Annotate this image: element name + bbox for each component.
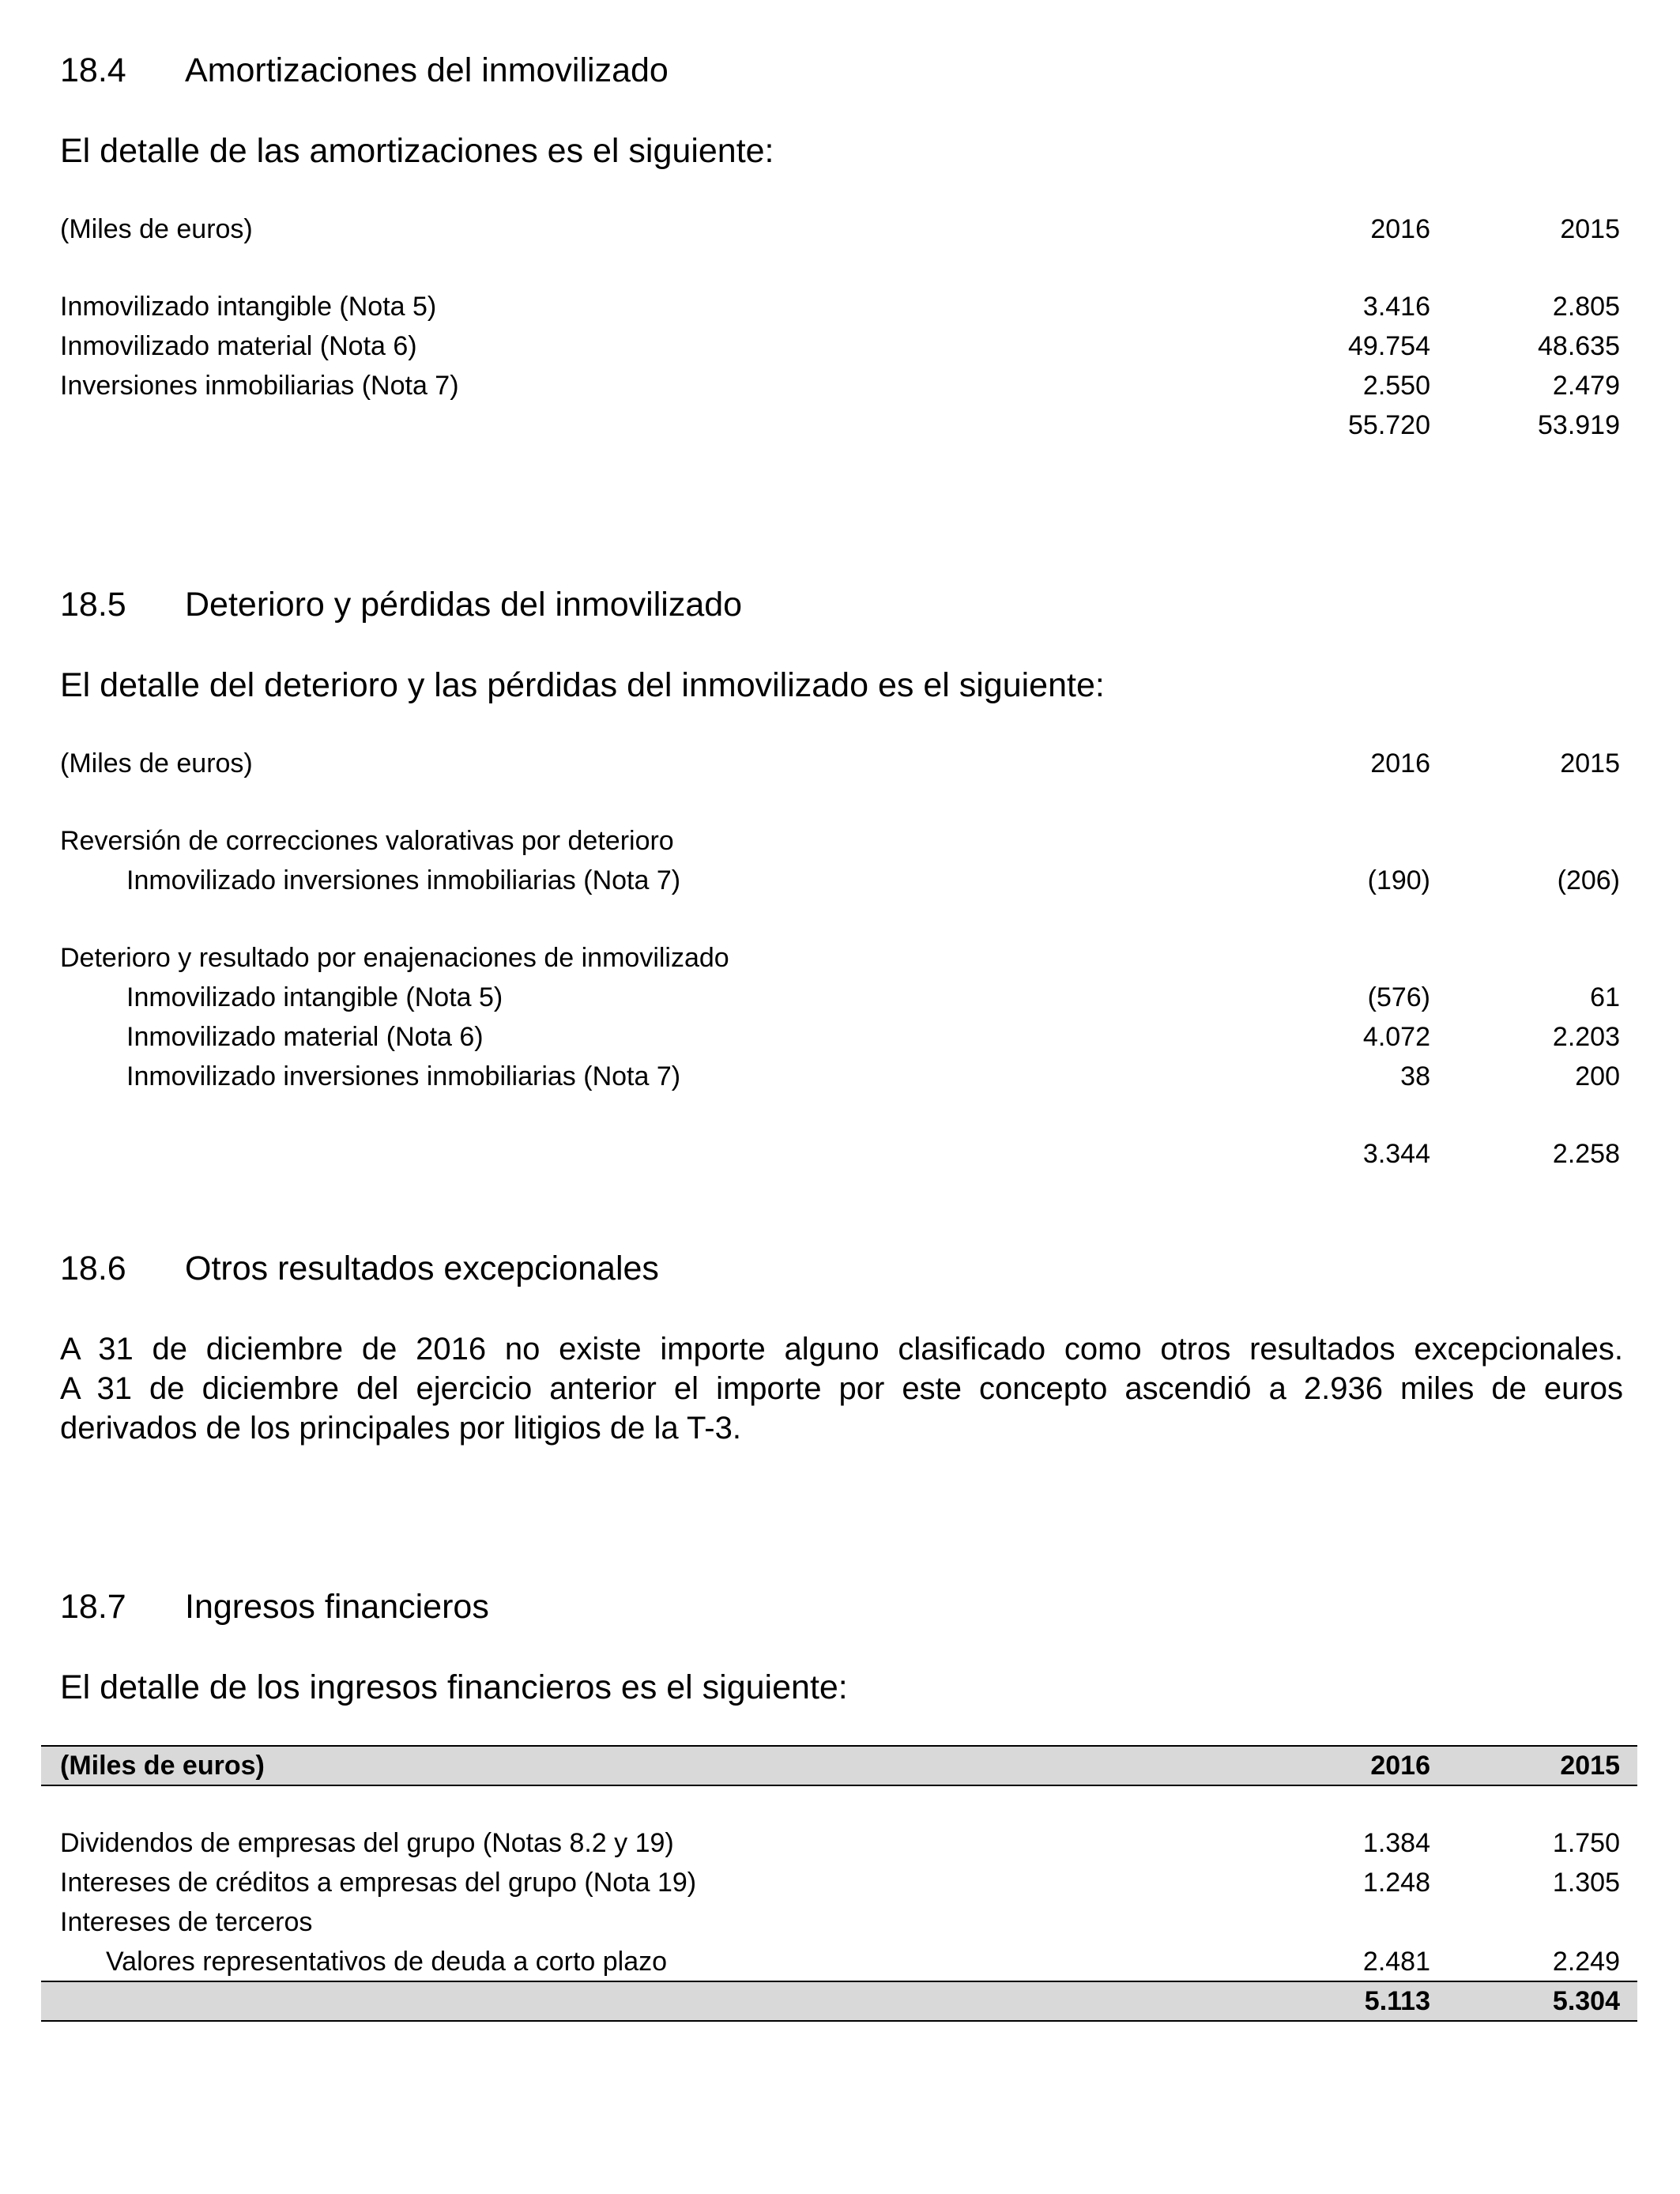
value-2015: 2.203: [1552, 1022, 1620, 1052]
table-header-row: [60, 210, 1620, 248]
section-title: Otros resultados excepcionales: [185, 1250, 659, 1287]
table-row: [60, 327, 1620, 365]
section-title: Amortizaciones del inmovilizado: [185, 51, 669, 89]
row-label: Inmovilizado intangible (Nota 5): [126, 982, 503, 1012]
units-label: (Miles de euros): [60, 748, 253, 778]
year-2016-header: 2016: [1370, 214, 1430, 244]
section-number: 18.5: [60, 586, 126, 624]
value-2016: 2.481: [1362, 1947, 1430, 1977]
table-row: [60, 1057, 1620, 1095]
section-paragraph: [60, 1329, 1623, 1448]
value-2016: 3.416: [1362, 292, 1430, 322]
table-header-row: [60, 745, 1620, 782]
section-number: 18.6: [60, 1250, 126, 1287]
total-row: [60, 406, 1620, 444]
value-2016: 49.754: [1348, 331, 1430, 361]
row-label: Valores representativos de deuda a corto plazo: [106, 1947, 668, 1977]
total-2016: 5.113: [1364, 1986, 1430, 2016]
table-row: [60, 1864, 1620, 1902]
total-2015: 5.304: [1552, 1986, 1620, 2016]
row-label: Inmovilizado inversiones inmobiliarias (Nota 7): [126, 1061, 681, 1091]
row-label: Intereses de créditos a empresas del grupo (Nota 19): [60, 1868, 697, 1898]
section-title: Ingresos financieros: [185, 1588, 489, 1626]
total-2016: 55.720: [1348, 410, 1430, 440]
year-2016-header: 2016: [1370, 1751, 1430, 1781]
section-number: 18.4: [60, 51, 126, 89]
value-2015: 200: [1575, 1061, 1620, 1091]
table-row: [60, 1018, 1620, 1056]
total-row: [60, 1135, 1620, 1173]
units-label: (Miles de euros): [60, 1751, 265, 1781]
units-label: (Miles de euros): [60, 214, 253, 244]
group-label-row: [60, 822, 1620, 860]
table-row: [60, 367, 1620, 405]
section-title: Deterioro y pérdidas del inmovilizado: [185, 586, 743, 624]
value-2015: 48.635: [1538, 331, 1620, 361]
group-label: Reversión de correcciones valorativas por deterioro: [60, 826, 674, 856]
group-label-row: [60, 939, 1620, 977]
row-label: Inversiones inmobiliarias (Nota 7): [60, 371, 459, 401]
table-row: [60, 1824, 1620, 1862]
row-label: Dividendos de empresas del grupo (Notas 8.2 y 19): [60, 1828, 674, 1858]
value-2016: 38: [1400, 1061, 1430, 1091]
section-heading-18-5: [60, 585, 742, 624]
value-2016: 1.384: [1362, 1828, 1430, 1858]
row-label: Intereses de terceros: [60, 1907, 313, 1937]
paragraph-line: derivados de los principales por litigios de la T-3.: [60, 1411, 741, 1446]
section-heading-18-7: [60, 1587, 489, 1627]
section-heading-18-6: [60, 1249, 659, 1288]
total-2016: 3.344: [1362, 1139, 1430, 1169]
year-2015-header: 2015: [1560, 214, 1620, 244]
table-row: [60, 1903, 1620, 1941]
value-2016: 4.072: [1362, 1022, 1430, 1052]
value-2016: 1.248: [1362, 1868, 1430, 1898]
table-row: [60, 1943, 1620, 1981]
table-row: [60, 861, 1620, 899]
table-row: [60, 288, 1620, 326]
total-2015: 2.258: [1552, 1139, 1620, 1169]
section-intro: El detalle del deterioro y las pérdidas del inmovilizado es el siguiente:: [60, 666, 1105, 704]
year-2016-header: 2016: [1370, 748, 1430, 778]
year-2015-header: 2015: [1560, 1751, 1620, 1781]
row-label: Inmovilizado inversiones inmobiliarias (Nota 7): [126, 865, 681, 895]
value-2015: 2.805: [1552, 292, 1620, 322]
paragraph-line: A 31 de diciembre del ejercicio anterior el importe por este concepto ascendió a 2.936 miles de euros: [60, 1371, 1623, 1406]
value-2015: 2.249: [1552, 1947, 1620, 1977]
table-header-row: [60, 1747, 1620, 1785]
total-2015: 53.919: [1538, 410, 1620, 440]
value-2015: 61: [1590, 982, 1620, 1012]
section-heading-18-4: [60, 51, 669, 90]
value-2016: (576): [1367, 982, 1430, 1012]
value-2015: 1.750: [1552, 1828, 1620, 1858]
row-label: Inmovilizado material (Nota 6): [126, 1022, 484, 1052]
table-row: [60, 978, 1620, 1016]
value-2016: 2.550: [1362, 371, 1430, 401]
value-2015: 1.305: [1552, 1868, 1620, 1898]
value-2016: (190): [1367, 865, 1430, 895]
paragraph-line: A 31 de diciembre de 2016 no existe importe alguno clasificado como otros resultados excepcionales.: [60, 1332, 1623, 1367]
group-label: Deterioro y resultado por enajenaciones de inmovilizado: [60, 943, 729, 973]
section-intro: El detalle de las amortizaciones es el siguiente:: [60, 132, 774, 170]
row-label: Inmovilizado material (Nota 6): [60, 331, 417, 361]
value-2015: 2.479: [1552, 371, 1620, 401]
section-intro: El detalle de los ingresos financieros es el siguiente:: [60, 1668, 848, 1706]
value-2015: (206): [1557, 865, 1620, 895]
row-label: Inmovilizado intangible (Nota 5): [60, 292, 437, 322]
total-row: [60, 1982, 1620, 2020]
year-2015-header: 2015: [1560, 748, 1620, 778]
section-number: 18.7: [60, 1588, 126, 1626]
